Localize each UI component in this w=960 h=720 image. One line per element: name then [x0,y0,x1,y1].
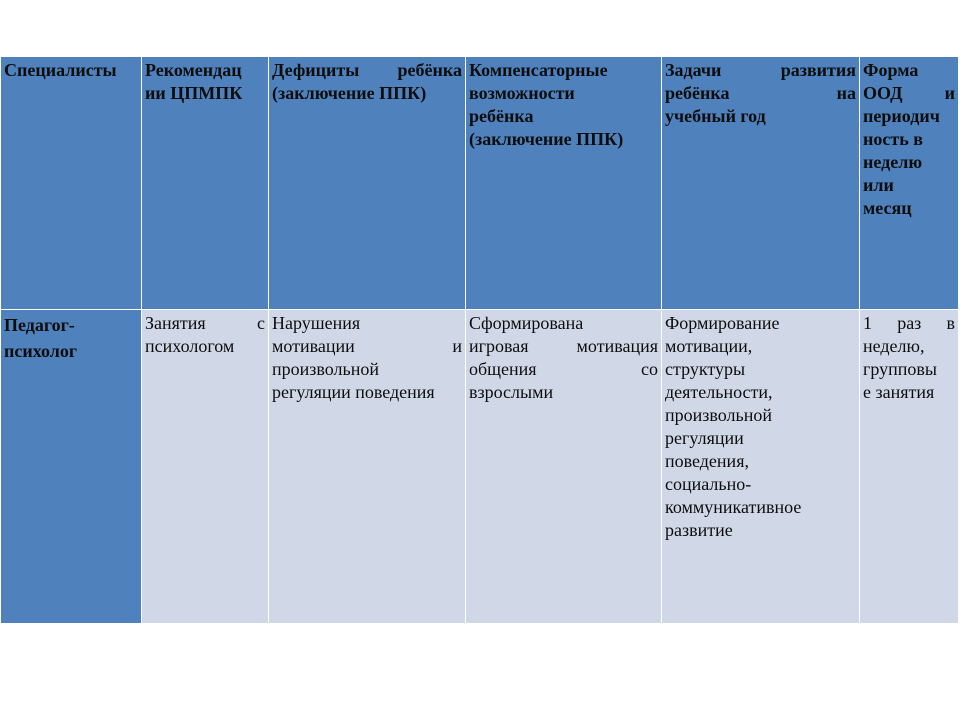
header-deficits [269,57,466,310]
cell-tasks [662,310,860,624]
header-text: Дефициты ребёнка [272,60,462,80]
header-text: ребёнка [469,106,534,126]
header-specialists [1,57,142,310]
cell-specialist [1,310,142,624]
cell-text: структуры [665,359,746,379]
cell-text: игровая мотивация [469,336,658,356]
cell-text: неделю, [863,336,925,356]
cell-text: регуляции поведения [272,382,435,402]
cell-recommendation [142,310,269,624]
header-text: ребёнка на [665,83,856,103]
cell-deficits [269,310,466,624]
header-text: ии ЦПМПК [145,83,243,103]
header-compensatory [466,57,662,310]
header-tasks [662,57,860,310]
header-text: возможности [469,83,575,103]
cell-text: Педагог- [4,315,75,335]
header-form [860,57,959,310]
cell-text: Сформирована [469,313,584,333]
cell-form [860,310,959,624]
header-text: (заключение ППК) [272,83,427,103]
cell-text: социально- [665,474,752,494]
plan-table [0,56,959,624]
header-text: Задачи развития [665,60,856,80]
cell-text: Нарушения [272,313,361,333]
header-text: (заключение ППК) [469,129,624,149]
header-text: Рекомендац [145,60,242,80]
header-text: Форма ООД и [863,60,955,103]
cell-text: Занятия с [145,313,265,333]
header-row [1,57,959,310]
cell-text: е занятия [863,382,935,402]
header-text: Компенсаторные [469,60,608,80]
header-text: или [863,175,894,195]
cell-text: психолог [4,341,78,361]
cell-text: Формирование [665,313,780,333]
cell-text: взрослыми [469,382,554,402]
cell-text: произвольной [272,359,379,379]
cell-text: психологом [145,336,235,356]
cell-text: регуляции [665,428,744,448]
cell-text: развитие [665,520,733,540]
cell-text: мотивации и [272,336,462,356]
cell-text: поведения, [665,451,749,471]
cell-text: 1 раз в [863,313,955,333]
table-row [1,310,959,624]
cell-text: коммуникативное [665,497,802,517]
header-text: Специалисты [4,60,117,80]
header-text: ность в [863,129,923,149]
header-text: месяц [863,198,912,218]
cell-text: деятельности, [665,382,773,402]
cell-text: групповы [863,359,938,379]
header-recommendations [142,57,269,310]
header-text: неделю [863,152,923,172]
cell-text: произвольной [665,405,772,425]
cell-compensatory [466,310,662,624]
header-text: учебный год [665,106,766,126]
cell-text: мотивации, [665,336,753,356]
cell-text: общения со [469,359,658,379]
header-text: периодич [863,106,940,126]
